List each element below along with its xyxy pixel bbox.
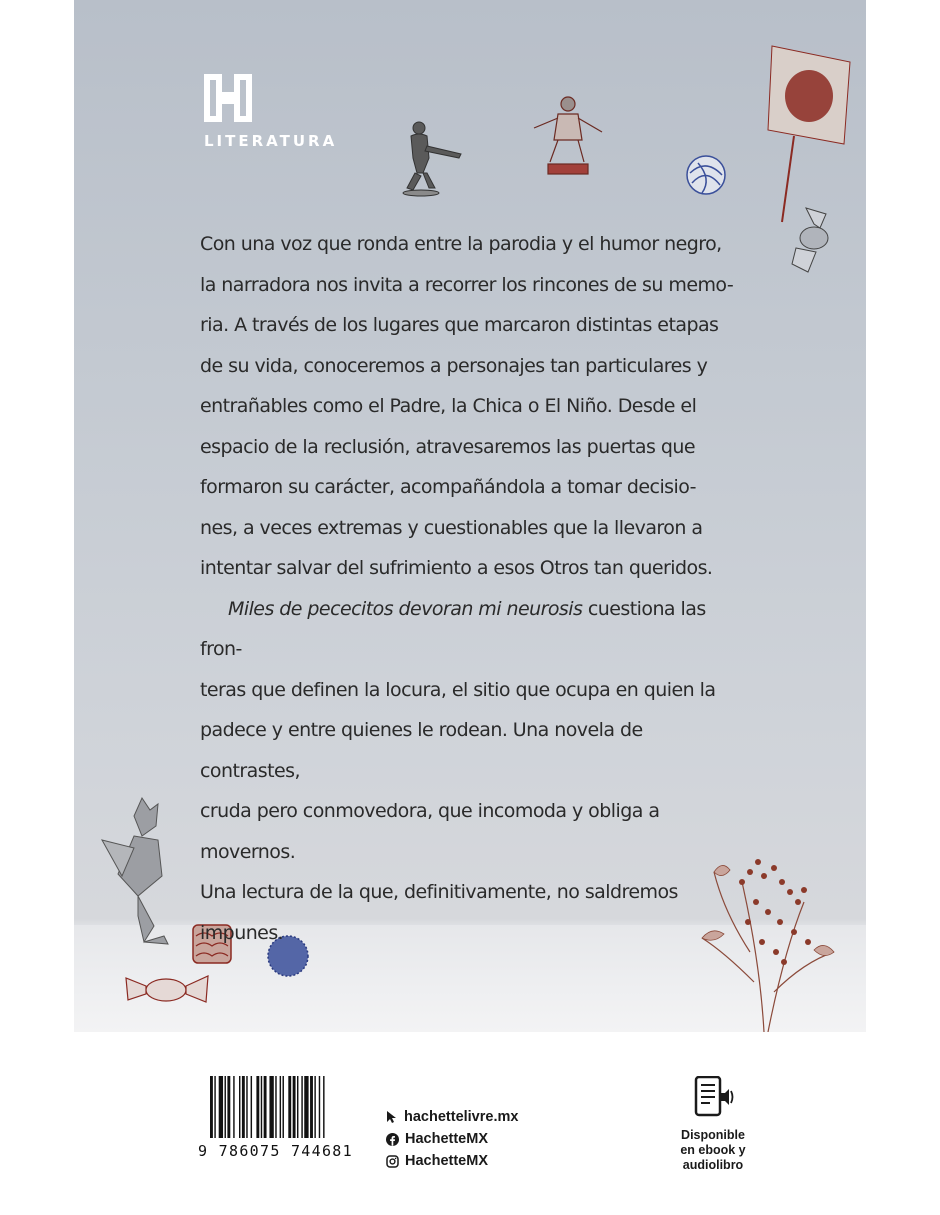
barcode-bar: [314, 1076, 315, 1138]
blurb-line: de su vida, conoceremos a personajes tan particulares y: [200, 354, 708, 377]
barcode-bar: [210, 1076, 213, 1138]
blurb-line: cruda pero conmovedora, que incomoda y obliga a movernos.: [200, 800, 660, 863]
barcode-bar: [239, 1076, 240, 1138]
barcode-bar: [219, 1076, 223, 1138]
blurb-line: Con una voz que ronda entre la parodia y el humor negro,: [200, 233, 722, 255]
barcode-bar: [304, 1076, 308, 1138]
isbn-number: 9 786075 744681: [198, 1142, 353, 1160]
barcode-bar: [264, 1076, 267, 1138]
blurb-line: entrañables como el Padre, la Chica o El Niño. Desde el: [200, 395, 697, 417]
barcode-bar: [225, 1076, 226, 1138]
availability-badge: [668, 1076, 758, 1173]
facebook-icon: [386, 1133, 399, 1146]
barcode-bar: [297, 1076, 298, 1138]
isbn-barcode: [210, 1076, 360, 1138]
imprint-label: LITERATURA: [204, 132, 338, 150]
barcode-bar: [323, 1076, 324, 1138]
back-cover-blurb: [200, 224, 748, 953]
barcode-bar: [242, 1076, 245, 1138]
flag-illustration: [764, 42, 856, 227]
book-title-italic: Miles de pececitos devoran mi neurosis: [228, 597, 583, 620]
availability-line: en ebook y: [680, 1143, 746, 1157]
blurb-line: cuestiona las fron-: [200, 597, 706, 660]
ebook-audio-icon: [690, 1076, 736, 1118]
barcode-bar: [319, 1076, 320, 1138]
hachette-h-logo: [202, 72, 254, 124]
red-soldier-illustration: [528, 92, 608, 182]
barcode-bar: [283, 1076, 284, 1138]
publisher-links: [386, 1106, 518, 1172]
wrapped-candy-illustration: [124, 972, 210, 1006]
toy-soldier-illustration: [399, 118, 469, 198]
barcode-bar: [261, 1076, 262, 1138]
facebook-link-text: HachetteMX: [405, 1131, 488, 1147]
blurb-line: teras que definen la locura, el sitio que ocupa en quien la: [200, 678, 716, 701]
blurb-line: la narradora nos invita a recorrer los rincones de su memo-: [200, 273, 734, 296]
candy-illustration: [786, 204, 846, 276]
blurb-line: intentar salvar del sufrimiento a esos Otros tan queridos.: [200, 557, 713, 579]
origami-illustration: [98, 796, 178, 948]
blurb-paragraph-1: [200, 224, 748, 589]
back-cover-art: [74, 0, 866, 1032]
barcode-bar: [280, 1076, 281, 1138]
blurb-paragraph-2: [200, 589, 748, 954]
barcode-bar: [301, 1076, 302, 1138]
instagram-icon: [386, 1155, 399, 1168]
instagram-link-text: HachetteMX: [405, 1153, 488, 1169]
barcode-bar: [310, 1076, 313, 1138]
barcode-bar: [275, 1076, 276, 1138]
barcode-bar: [269, 1076, 273, 1138]
barcode-bar: [246, 1076, 247, 1138]
cursor-icon: [386, 1110, 398, 1124]
barcode-bar: [233, 1076, 234, 1138]
website-link-text: hachettelivre.mx: [404, 1109, 519, 1125]
blurb-line: formaron su carácter, acompañándola a tomar decisio-: [200, 476, 696, 498]
barcode-bar: [288, 1076, 291, 1138]
blurb-line: espacio de la reclusión, atravesaremos las puertas que: [200, 435, 695, 458]
availability-line: Disponible: [681, 1128, 745, 1142]
availability-line: audiolibro: [682, 1158, 744, 1172]
blurb-line: Una lectura de la que, definitivamente, no saldremos impunes.: [200, 881, 678, 944]
facebook-link[interactable]: [386, 1128, 518, 1150]
blurb-line: padece y entre quienes le rodean. Una novela de contrastes,: [200, 719, 643, 782]
availability-text: [668, 1128, 758, 1173]
instagram-link[interactable]: [386, 1150, 518, 1172]
website-link[interactable]: [386, 1106, 518, 1128]
blurb-line: ria. A través de los lugares que marcaron distintas etapas: [200, 314, 719, 336]
barcode-bar: [227, 1076, 230, 1138]
blurb-line: nes, a veces extremas y cuestionables que la llevaron a: [200, 516, 703, 539]
blue-marble-illustration: [684, 153, 728, 197]
barcode-bar: [214, 1076, 215, 1138]
barcode-bar: [293, 1076, 296, 1138]
barcode-bar: [251, 1076, 252, 1138]
barcode-bar: [256, 1076, 259, 1138]
